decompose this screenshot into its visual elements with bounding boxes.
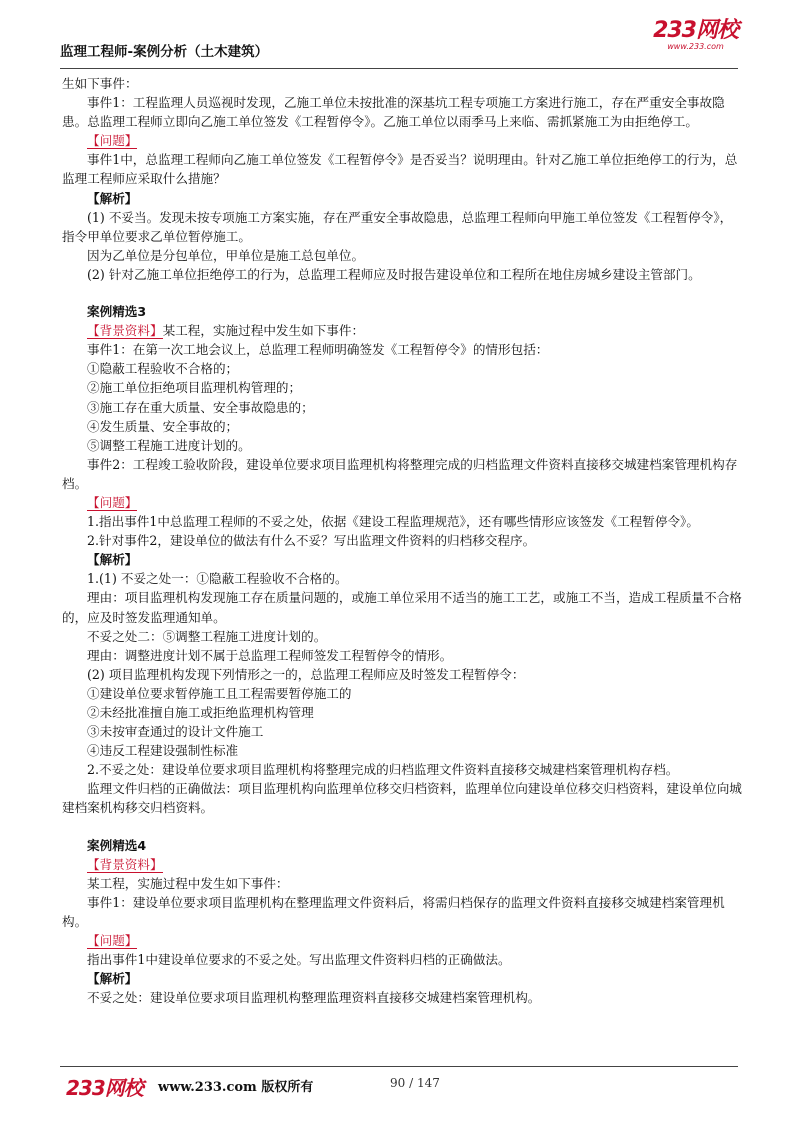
document-body: [62, 74, 742, 1007]
footer-logo: 233网校: [66, 1076, 143, 1100]
background-text: 某工程，实施过程中发生如下事件：: [162, 323, 365, 339]
paragraph: 1.指出事件1中总监理工程师的不妥之处，依据《建设工程监理规范》，还有哪些情形应该签发《工程暂停令》。: [87, 514, 699, 530]
paragraph: (1) 不妥当。发现未按专项施工方案实施，存在严重安全事故隐患，总监理工程师向甲施工单位签发《工程暂停令》，指令甲单位要求乙单位暂停施工。: [62, 209, 733, 244]
list-item: ③施工存在重大质量、安全事故隐患的；: [87, 399, 314, 415]
paragraph: 理由：调整进度计划不属于总监理工程师签发工程暂停令的情形。: [87, 647, 453, 663]
paragraph: 指出事件1中建设单位要求的不妥之处。写出监理文件资料归档的正确做法。: [87, 952, 511, 968]
list-item: ①建设单位要求暂停施工且工程需要暂停施工的: [87, 685, 352, 701]
paragraph: 不妥之处：建设单位要求项目监理机构整理监理资料直接移交城建档案管理机构。: [87, 990, 541, 1006]
document-title: 监理工程师-案例分析（土木建筑）: [60, 44, 269, 60]
paragraph: (2) 项目监理机构发现下列情形之一的，总监理工程师应及时签发工程暂停令：: [87, 666, 525, 682]
page-footer: [60, 1066, 738, 1100]
case-title-text: 案例精选4: [87, 837, 147, 853]
paragraph: 理由：项目监理机构发现施工存在质量问题的，或施工单位采用不适当的施工工艺，或施工不当，造成工程质量不合格的，应及时签发监理通知单。: [62, 590, 742, 625]
paragraph: 2.针对事件2，建设单位的做法有什么不妥？写出监理文件资料的归档移交程序。: [87, 533, 536, 549]
paragraph: 某工程，实施过程中发生如下事件：: [87, 875, 289, 891]
case-title-text: 案例精选3: [87, 304, 147, 320]
question-label: 【问题】: [87, 494, 138, 510]
list-item: ⑤调整工程施工进度计划的。: [87, 437, 251, 453]
background-heading: [62, 321, 742, 340]
paragraph: 2.不妥之处：建设单位要求项目监理机构将整理完成的归档监理文件资料直接移交城建档案管理机构存档。: [87, 762, 679, 778]
question-label: 【问题】: [87, 133, 138, 149]
answer-label: 【解析】: [87, 971, 138, 987]
logo-text: 233网校: [653, 18, 738, 43]
paragraph: 事件1：在第一次工地会议上，总监理工程师明确签发《工程暂停令》的情形包括：: [87, 342, 549, 358]
list-item: ③未按审查通过的设计文件施工: [87, 724, 264, 740]
page-number: 90 / 147: [390, 1076, 440, 1090]
paragraph: 事件2：工程竣工验收阶段，建设单位要求项目监理机构将整理完成的归档监理文件资料直接移交城建档案管理机构存档。: [62, 456, 738, 491]
answer-heading: [62, 189, 742, 208]
question-heading: [62, 493, 742, 512]
paragraph: 事件1：建设单位要求项目监理机构在整理监理文件资料后，将需归档保存的监理文件资料直接移交城建档案管理机构。: [62, 894, 725, 929]
list-item: ②未经批准擅自施工或拒绝监理机构管理: [87, 705, 314, 720]
background-heading: [62, 855, 742, 874]
answer-label: 【解析】: [87, 190, 138, 206]
list-item: ④违反工程建设强制性标准: [87, 743, 239, 759]
brand-logo: [653, 20, 738, 52]
paragraph: 生如下事件：: [62, 76, 138, 91]
list-item: ①隐蔽工程验收不合格的；: [87, 361, 239, 377]
case-title: [62, 836, 742, 855]
paragraph: 事件1：工程监理人员巡视时发现，乙施工单位未按批准的深基坑工程专项施工方案进行施工，存在严重安全事故隐患。总监理工程师立即向乙施工单位签发《工程暂停令》。乙施工单位以雨季马上来临、需抓紧施工为由拒绝停工。: [62, 95, 725, 130]
case-title: [62, 302, 742, 321]
list-item: ②施工单位拒绝项目监理机构管理的；: [87, 380, 302, 396]
answer-heading: [62, 550, 742, 569]
paragraph: 监理文件归档的正确做法：项目监理机构向监理单位移交归档资料，监理单位向建设单位移交归档资料，建设单位向城建档案机构移交归档资料。: [62, 781, 742, 816]
question-heading: [62, 931, 742, 950]
question-heading: [62, 131, 742, 150]
answer-label: 【解析】: [87, 552, 138, 568]
paragraph: (2) 针对乙施工单位拒绝停工的行为，总监理工程师应及时报告建设单位和工程所在地住房城乡建设主管部门。: [87, 266, 701, 282]
paragraph: 事件1中，总监理工程师向乙施工单位签发《工程暂停令》是否妥当？说明理由。针对乙施工单位拒绝停工的行为，总监理工程师应采取什么措施？: [62, 152, 738, 187]
list-item: ④发生质量、安全事故的；: [87, 418, 239, 434]
page-header: [60, 18, 738, 69]
background-label: 【背景资料】: [87, 856, 163, 872]
logo-url: www.233.com: [667, 42, 724, 51]
paragraph: 1.(1) 不妥之处一：①隐蔽工程验收不合格的。: [87, 571, 348, 587]
question-label: 【问题】: [87, 933, 138, 949]
paragraph: 不妥之处二：⑤调整工程施工进度计划的。: [87, 628, 327, 644]
copyright-text: www.233.com 版权所有: [158, 1080, 314, 1095]
background-label: 【背景资料】: [87, 323, 163, 339]
answer-heading: [62, 969, 742, 988]
paragraph: 因为乙单位是分包单位，甲单位是施工总包单位。: [87, 247, 365, 263]
